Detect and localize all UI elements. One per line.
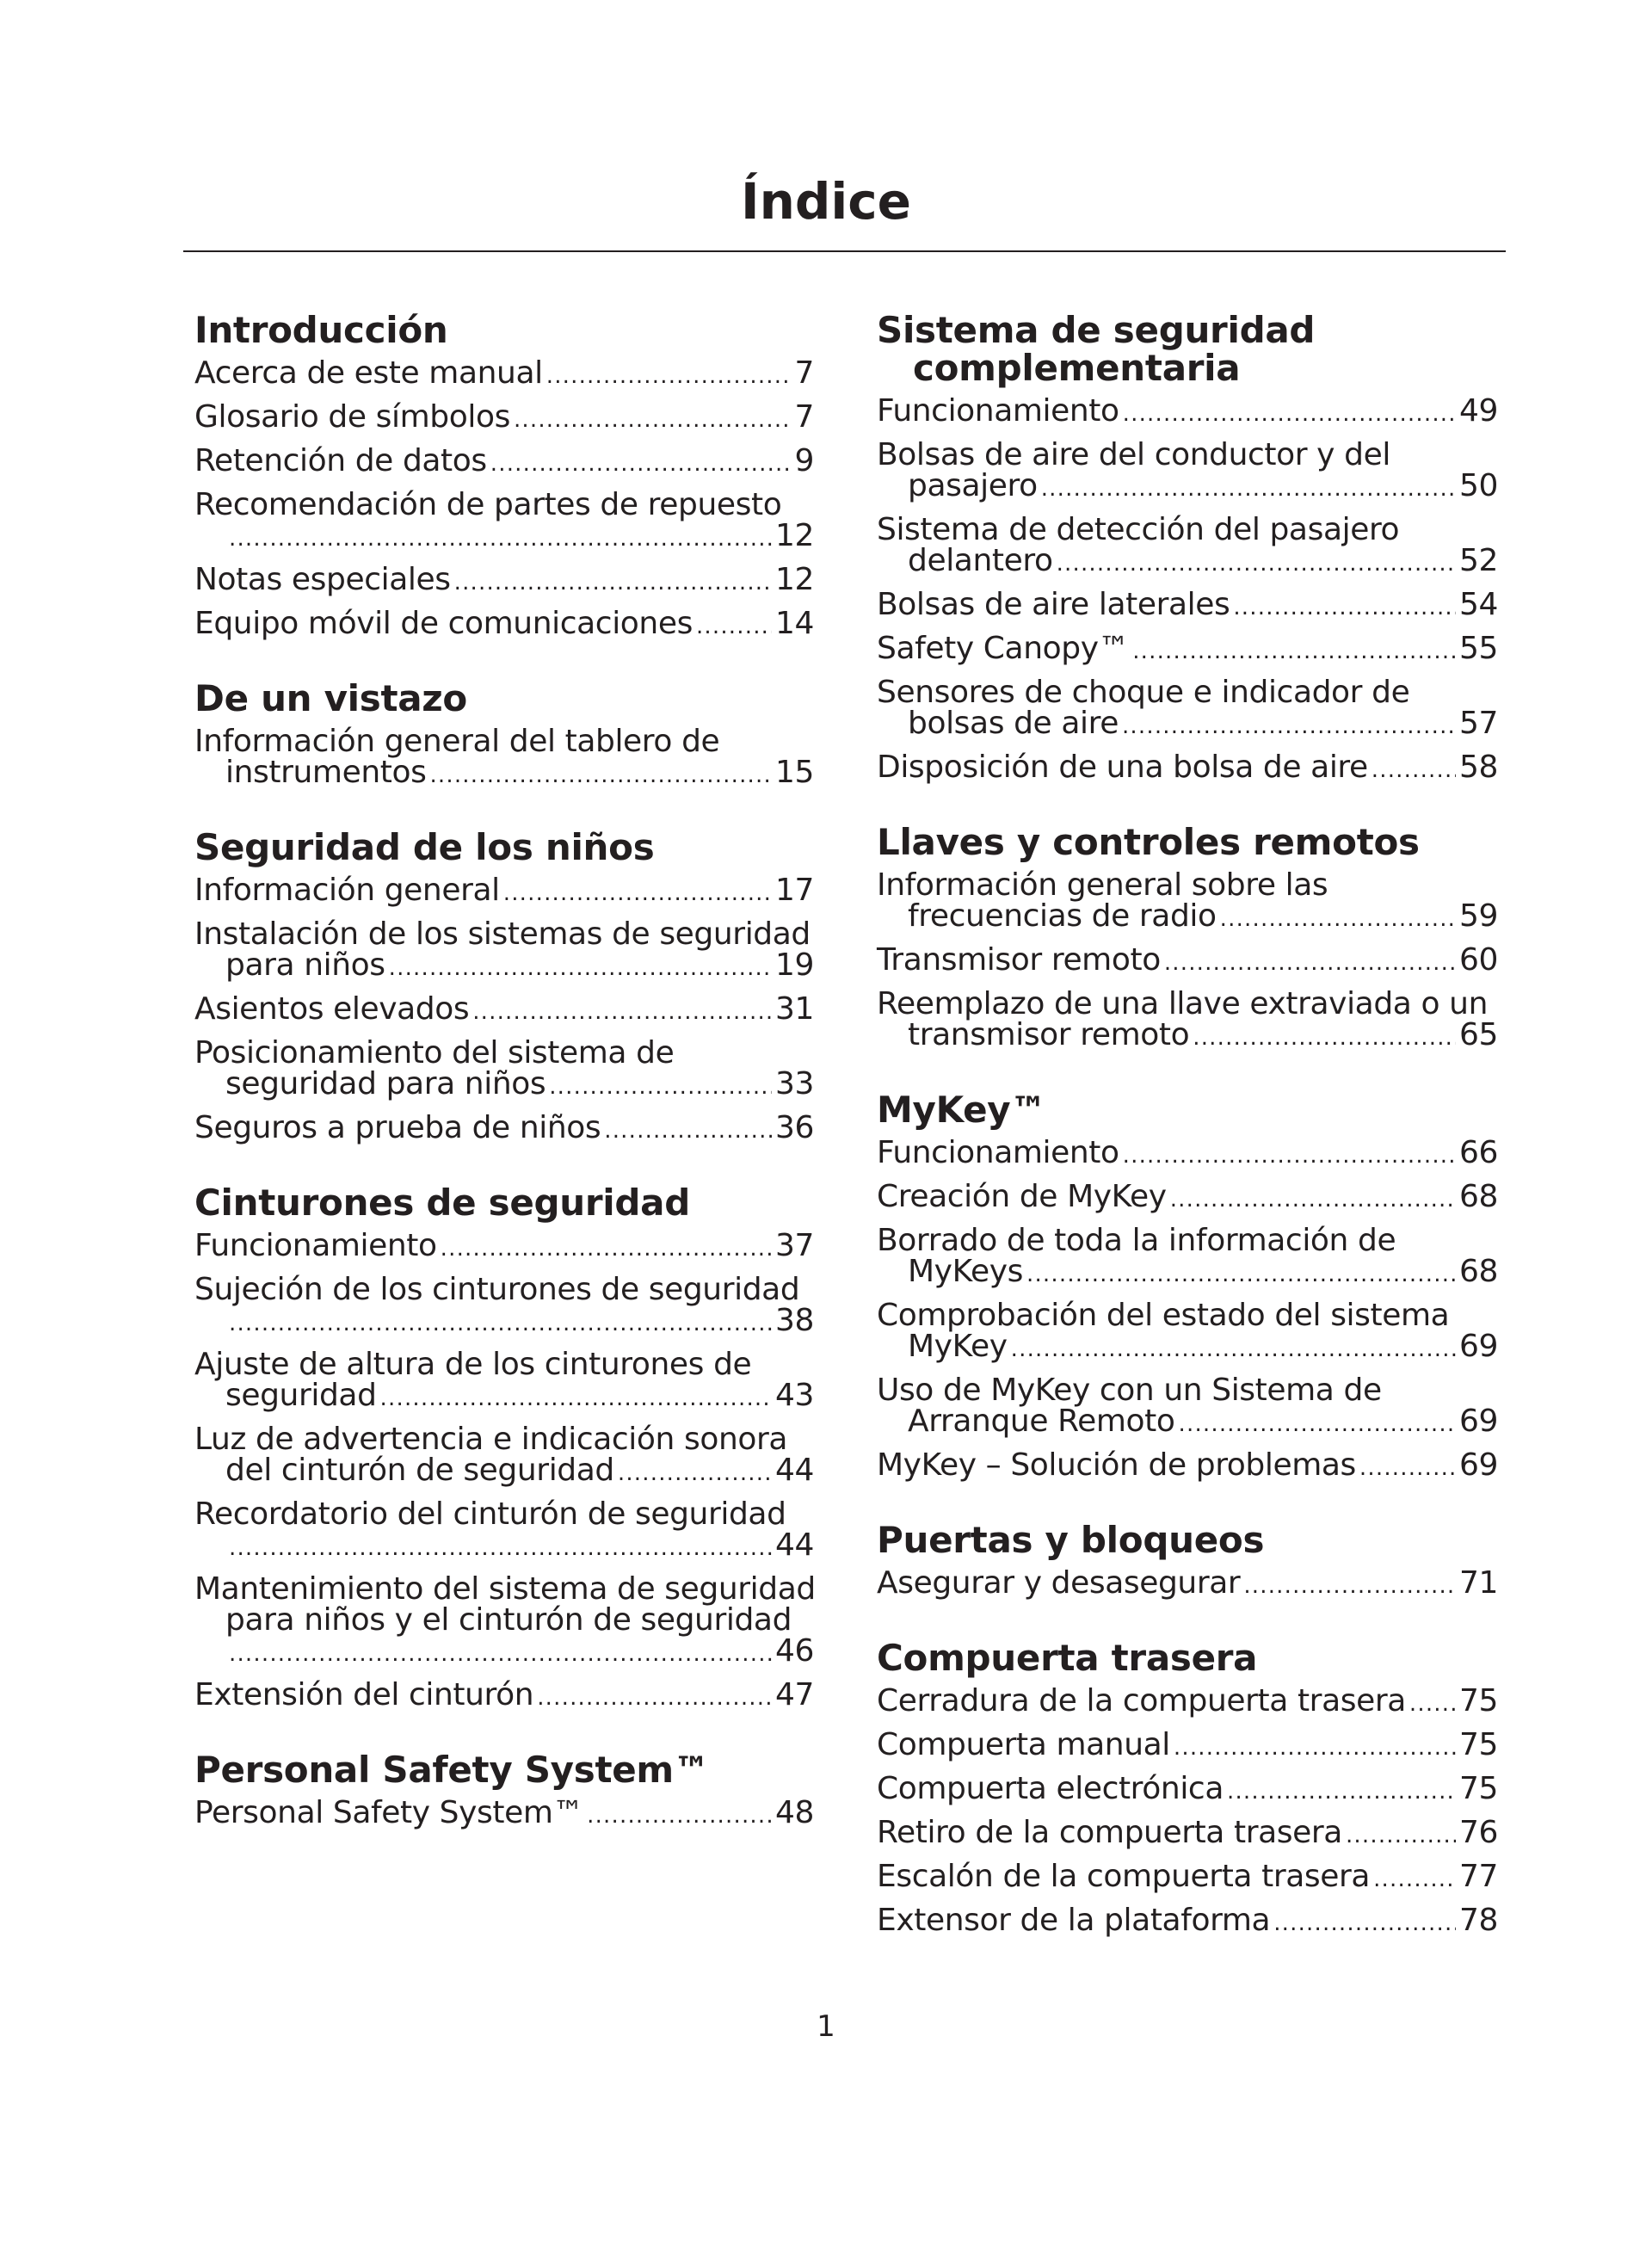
toc-entry-title-cont: para niños <box>225 947 385 983</box>
toc-entry-title: Retención de datos <box>194 443 487 478</box>
toc-entry-title-cont: seguridad para niños <box>225 1066 546 1101</box>
toc-entry[interactable] <box>877 1771 1498 1807</box>
toc-entry-title: Funcionamiento <box>877 1135 1119 1170</box>
toc-entry-title: Uso de MyKey con un Sistema de <box>877 1373 1382 1408</box>
dot-leader <box>604 1115 772 1146</box>
section-heading-text: MyKey™ <box>877 1089 1047 1131</box>
dot-leader <box>1123 398 1456 429</box>
dot-leader <box>1227 1776 1456 1807</box>
section-heading <box>194 826 814 868</box>
toc-entry-page: 57 <box>1458 706 1498 741</box>
toc-entry[interactable] <box>194 1349 814 1414</box>
toc-entry-title: Reemplazo de una llave extraviada o un <box>877 986 1489 1021</box>
dot-leader <box>229 1533 772 1564</box>
toc-entry-page: 77 <box>1458 1859 1498 1894</box>
dot-leader <box>1193 1022 1456 1053</box>
dot-leader <box>229 523 772 554</box>
toc-section-compuerta-trasera <box>877 1639 1498 1939</box>
dot-leader <box>587 1800 772 1831</box>
toc-entry-page: 44 <box>774 1453 814 1488</box>
toc-entry-title: Información general del tablero de <box>194 724 720 759</box>
toc-section-de-un-vistazo <box>194 677 814 791</box>
toc-entry[interactable] <box>877 1300 1498 1365</box>
toc-entry-wrap <box>194 1496 814 1532</box>
toc-entry-title: Notas especiales <box>194 562 451 597</box>
toc-entry[interactable] <box>194 487 814 554</box>
toc-entry-title: Transmisor remoto <box>877 942 1161 978</box>
toc-entry-line <box>194 757 814 791</box>
toc-entry-page: 71 <box>1458 1565 1498 1601</box>
toc-entry-title-line2: para niños y el cinturón de seguridad <box>225 1602 792 1638</box>
toc-entry-title: Asegurar y desasegurar <box>877 1565 1241 1601</box>
toc-entry-line <box>877 1683 1498 1719</box>
toc-entry[interactable] <box>194 1035 814 1102</box>
section-heading <box>877 821 1498 863</box>
toc-entry-page: 52 <box>1458 543 1498 578</box>
toc-entry-page: 12 <box>774 562 814 597</box>
toc-entry-title-cont: transmisor remoto <box>908 1017 1190 1052</box>
toc-entry-page: 15 <box>774 755 814 790</box>
dot-leader <box>229 1308 772 1339</box>
toc-entry-line <box>877 393 1498 429</box>
toc-entry-page: 78 <box>1458 1903 1498 1938</box>
section-heading <box>877 1521 1498 1559</box>
toc-entry-page: 47 <box>774 1677 814 1712</box>
toc-entry-wrap <box>877 1300 1498 1331</box>
section-heading <box>194 309 814 351</box>
toc-entry-title: Extensión del cinturón <box>194 1677 534 1712</box>
toc-entry-wrap <box>194 487 814 522</box>
section-heading-text: Introducción <box>194 309 448 351</box>
toc-entry-title: Recordatorio del cinturón de seguridad <box>194 1496 786 1532</box>
toc-entry-line <box>194 947 814 984</box>
toc-entry-line <box>194 1110 814 1146</box>
toc-entry-wrap <box>877 867 1498 903</box>
dot-leader <box>537 1682 772 1713</box>
toc-entry-title: Glosario de símbolos <box>194 399 510 435</box>
dot-leader <box>389 953 772 984</box>
toc-entry-page: 14 <box>774 606 814 641</box>
toc-entry[interactable] <box>194 608 814 642</box>
toc-entry-line <box>194 608 814 642</box>
dot-leader <box>1243 1570 1456 1601</box>
toc-entry-page: 37 <box>774 1228 814 1263</box>
toc-entry-page: 75 <box>1458 1771 1498 1806</box>
toc-entry-page: 38 <box>774 1303 814 1338</box>
toc-entry-page: 7 <box>794 399 814 435</box>
toc-entry-line <box>877 1565 1498 1601</box>
toc-entry[interactable] <box>877 633 1498 667</box>
toc-entry-line <box>194 1066 814 1102</box>
toc-entry[interactable] <box>877 1905 1498 1939</box>
toc-entry-title: Sensores de choque e indicador de <box>877 675 1410 710</box>
toc-entry-line <box>194 1677 814 1713</box>
toc-entry-line <box>877 1406 1498 1440</box>
toc-entry-title-cont: del cinturón de seguridad <box>225 1453 614 1488</box>
dot-leader <box>454 567 772 598</box>
toc-entry-title-cont: delantero <box>908 543 1053 578</box>
toc-entry-page: 44 <box>774 1527 814 1563</box>
toc-entry-title: Asientos elevados <box>194 991 470 1027</box>
toc-entry-title: Borrado de toda la información de <box>877 1223 1396 1258</box>
toc-entry-line <box>194 1228 814 1264</box>
toc-entry-title: Posicionamiento del sistema de <box>194 1035 675 1071</box>
toc-entry-title: Extensor de la plataforma <box>877 1903 1271 1938</box>
toc-entry-line <box>877 1331 1498 1365</box>
toc-entry-wrap <box>194 1349 814 1380</box>
toc-entry-line <box>194 399 814 435</box>
dot-leader <box>1170 1184 1456 1215</box>
dot-leader <box>1372 755 1456 786</box>
dot-leader <box>1233 592 1456 623</box>
toc-entry-title: Acerca de este manual <box>194 355 543 391</box>
toc-entry-page: 7 <box>794 355 814 391</box>
toc-entry-line <box>194 991 814 1027</box>
toc-entry-line <box>194 1795 814 1831</box>
toc-entry-line <box>194 443 814 479</box>
title-divider <box>183 250 1506 252</box>
dot-leader <box>1011 1334 1456 1365</box>
toc-entry-title: Equipo móvil de comunicaciones <box>194 606 693 641</box>
toc-entry-title: Recomendación de partes de repuesto <box>194 487 782 522</box>
toc-entry[interactable] <box>194 399 814 435</box>
toc-entry-line <box>877 1905 1498 1939</box>
section-heading <box>877 309 1498 389</box>
toc-entry-page: 58 <box>1458 750 1498 785</box>
toc-entry-title-cont: bolsas de aire <box>908 706 1119 741</box>
toc-entry[interactable] <box>194 1110 814 1146</box>
toc-entry[interactable] <box>877 867 1498 935</box>
toc-entry-title: MyKey – Solución de problemas <box>877 1447 1356 1483</box>
toc-entry-wrap <box>877 677 1498 708</box>
dot-leader <box>1174 1732 1456 1763</box>
toc-entry[interactable] <box>194 875 814 909</box>
dot-leader <box>472 997 772 1027</box>
toc-entry-page: 66 <box>1458 1135 1498 1170</box>
toc-entry-page: 9 <box>794 443 814 478</box>
toc-entry[interactable] <box>877 1447 1498 1484</box>
toc-entry-title: Sujeción de los cinturones de seguridad <box>194 1272 800 1307</box>
toc-entry-wrap <box>877 1225 1498 1256</box>
toc-entry-wrap <box>877 437 1498 472</box>
toc-entry-line <box>877 942 1498 978</box>
toc-entry-page: 68 <box>1458 1254 1498 1289</box>
toc-entry[interactable] <box>877 512 1498 579</box>
toc-entry-wrap <box>194 1035 814 1071</box>
dot-leader <box>1026 1259 1456 1290</box>
dot-leader <box>1409 1688 1456 1719</box>
toc-entry[interactable] <box>877 1225 1498 1290</box>
toc-entry-line <box>194 1380 814 1414</box>
toc-entry-title: Retiro de la compuerta trasera <box>877 1815 1342 1850</box>
toc-entry[interactable] <box>194 1795 814 1831</box>
section-heading <box>194 1751 814 1789</box>
toc-entry[interactable] <box>877 1135 1498 1171</box>
toc-entry-page: 46 <box>774 1633 814 1669</box>
toc-entry[interactable] <box>194 1228 814 1264</box>
toc-entry-wrap <box>877 986 1498 1021</box>
toc-entry-line <box>194 1527 814 1564</box>
toc-entry-page: 36 <box>774 1110 814 1145</box>
dot-leader <box>514 404 792 435</box>
toc-section-llaves-y-controles-remotos <box>877 821 1498 1053</box>
dot-leader <box>490 448 792 479</box>
section-heading-text: Sistema de seguridad <box>877 309 1316 351</box>
toc-entry-wrap <box>877 512 1498 547</box>
toc-right-column <box>877 309 1498 1977</box>
toc-entry-title: Funcionamiento <box>194 1228 437 1263</box>
dot-leader <box>429 760 772 791</box>
dot-leader <box>503 878 772 909</box>
dot-leader <box>229 1638 772 1669</box>
toc-entry-line <box>877 589 1498 623</box>
section-heading-text: Puertas y bloqueos <box>877 1519 1265 1561</box>
section-heading <box>194 677 814 719</box>
toc-entry-line <box>194 1455 814 1489</box>
toc-entry-line <box>877 1771 1498 1807</box>
toc-entry-title: Luz de advertencia e indicación sonora <box>194 1422 788 1457</box>
toc-entry-title: Instalación de los sistemas de seguridad <box>194 916 811 952</box>
toc-entry-page: 43 <box>774 1378 814 1413</box>
toc-entry[interactable] <box>877 986 1498 1053</box>
dot-leader <box>1359 1453 1456 1484</box>
toc-entry-title: Safety Canopy™ <box>877 631 1130 666</box>
toc-entry-page: 33 <box>774 1066 814 1101</box>
toc-entry[interactable] <box>194 1274 814 1339</box>
toc-entry-title-cont: instrumentos <box>225 755 427 790</box>
section-heading-text: Personal Safety System™ <box>194 1749 710 1791</box>
toc-entry-title: Personal Safety System™ <box>194 1795 584 1830</box>
toc-entry[interactable] <box>877 1179 1498 1215</box>
section-heading-text: Llaves y controles remotos <box>877 821 1420 863</box>
toc-entry-wrap <box>194 916 814 952</box>
toc-entry-line <box>877 1861 1498 1895</box>
toc-entry-line <box>877 1727 1498 1763</box>
toc-entry-page: 50 <box>1458 468 1498 503</box>
section-heading-text: De un vistazo <box>194 677 467 719</box>
toc-entry-line <box>877 1256 1498 1290</box>
toc-entry-line <box>877 633 1498 667</box>
toc-entry-line <box>194 562 814 598</box>
toc-entry-line <box>877 1817 1498 1851</box>
toc-entry-title-cont: pasajero <box>908 468 1038 503</box>
page-number: 1 <box>817 2009 835 2044</box>
toc-entry-page: 75 <box>1458 1683 1498 1718</box>
toc-entry[interactable] <box>194 916 814 984</box>
toc-entry-page: 69 <box>1458 1404 1498 1439</box>
toc-entry[interactable] <box>877 942 1498 978</box>
dot-leader <box>696 611 772 642</box>
toc-section-mykey <box>877 1091 1498 1484</box>
toc-entry-line <box>877 1447 1498 1484</box>
toc-entry[interactable] <box>877 1565 1498 1601</box>
toc-entry-line <box>194 875 814 909</box>
toc-entry-line <box>194 1633 814 1669</box>
toc-entry[interactable] <box>194 355 814 392</box>
toc-entry-line <box>877 752 1498 786</box>
toc-entry-title-cont: MyKey <box>908 1329 1008 1364</box>
dot-leader <box>549 1071 772 1102</box>
toc-entry-line <box>194 1305 814 1339</box>
dot-leader <box>1346 1820 1456 1851</box>
toc-entry-line <box>877 543 1498 579</box>
toc-entry-page: 19 <box>774 947 814 983</box>
dot-leader <box>1220 904 1456 935</box>
toc-entry-title: Disposición de una bolsa de aire <box>877 750 1368 785</box>
dot-leader <box>1123 1140 1456 1171</box>
toc-entry-page: 60 <box>1458 942 1498 978</box>
toc-entry-title-cont: MyKeys <box>908 1254 1023 1289</box>
dot-leader <box>546 361 792 392</box>
toc-entry-title: Bolsas de aire laterales <box>877 587 1230 622</box>
toc-entry[interactable] <box>877 1375 1498 1440</box>
toc-entry-page: 55 <box>1458 631 1498 666</box>
dot-leader <box>618 1458 772 1489</box>
toc-entry-title: Compuerta manual <box>877 1727 1170 1762</box>
dot-leader <box>1179 1409 1456 1440</box>
dot-leader <box>1132 636 1456 667</box>
toc-entry[interactable] <box>877 677 1498 742</box>
toc-entry-line <box>877 1179 1498 1215</box>
toc-entry-title-cont: frecuencias de radio <box>908 898 1217 934</box>
toc-entry-line <box>877 1017 1498 1053</box>
toc-entry-title: Escalón de la compuerta trasera <box>877 1859 1371 1894</box>
toc-entry-page: 54 <box>1458 587 1498 622</box>
toc-entry[interactable] <box>194 991 814 1027</box>
toc-entry-page: 65 <box>1458 1017 1498 1052</box>
toc-entry-title: Creación de MyKey <box>877 1179 1167 1214</box>
toc-entry[interactable] <box>194 1496 814 1564</box>
toc-entry[interactable] <box>877 1683 1498 1719</box>
section-heading <box>194 1184 814 1222</box>
toc-entry[interactable] <box>194 562 814 598</box>
dot-leader <box>441 1233 772 1264</box>
toc-section-puertas-y-bloqueos <box>877 1521 1498 1601</box>
toc-entry-page: 17 <box>774 873 814 908</box>
toc-entry-title: Compuerta electrónica <box>877 1771 1224 1806</box>
toc-entry-page: 59 <box>1458 898 1498 934</box>
toc-entry-wrap <box>194 1424 814 1455</box>
toc-entry[interactable] <box>877 1861 1498 1895</box>
dot-leader <box>1122 711 1456 742</box>
section-heading-continuation: complementaria <box>913 347 1241 389</box>
toc-entry-title: Comprobación del estado del sistema <box>877 1298 1450 1333</box>
toc-entry[interactable] <box>877 589 1498 623</box>
toc-entry[interactable] <box>194 443 814 479</box>
toc-entry-page: 49 <box>1458 393 1498 429</box>
toc-entry-page: 68 <box>1458 1179 1498 1214</box>
toc-entry-page: 31 <box>774 991 814 1027</box>
toc-entry-title: Ajuste de altura de los cinturones de <box>194 1347 752 1382</box>
toc-entry-page: 69 <box>1458 1329 1498 1364</box>
toc-entry[interactable] <box>194 1571 816 1669</box>
toc-left-column <box>194 309 816 1869</box>
toc-entry-wrap <box>194 1274 814 1305</box>
toc-section-sistema-de-seguridad <box>877 309 1498 786</box>
toc-entry-title: Cerradura de la compuerta trasera <box>877 1683 1406 1718</box>
toc-entry-page: 69 <box>1458 1447 1498 1483</box>
toc-entry-line <box>877 468 1498 504</box>
toc-entry-title-cont: Arranque Remoto <box>908 1404 1175 1439</box>
toc-entry-title: Funcionamiento <box>877 393 1119 429</box>
toc-entry-line <box>194 355 814 392</box>
toc-entry-title: Información general <box>194 873 500 908</box>
dot-leader <box>380 1383 772 1414</box>
toc-entry-page: 48 <box>774 1795 814 1830</box>
toc-entry-title: Información general sobre las <box>877 867 1328 903</box>
toc-entry[interactable] <box>877 1727 1498 1763</box>
toc-entry[interactable] <box>877 393 1498 429</box>
dot-leader <box>1164 947 1456 978</box>
toc-section-personal-safety-system <box>194 1751 814 1831</box>
dot-leader <box>1273 1908 1456 1939</box>
section-heading-text: Seguridad de los niños <box>194 826 655 868</box>
toc-entry[interactable] <box>877 437 1498 504</box>
toc-entry-title: Mantenimiento del sistema de seguridad <box>194 1571 816 1607</box>
toc-entry-page: 76 <box>1458 1815 1498 1850</box>
toc-entry-wrap <box>194 1571 816 1638</box>
toc-entry-wrap <box>877 1375 1498 1406</box>
toc-entry[interactable] <box>194 1677 814 1713</box>
page-title: Índice <box>741 172 911 231</box>
dot-leader <box>1041 473 1456 504</box>
toc-entry-title: Bolsas de aire del conductor y del <box>877 437 1390 472</box>
toc-section-seguridad-de-los-ninos <box>194 826 814 1146</box>
toc-section-introduccion <box>194 309 814 642</box>
toc-section-cinturones-de-seguridad <box>194 1184 814 1713</box>
toc-entry-title: Seguros a prueba de niños <box>194 1110 601 1145</box>
dot-leader <box>1057 548 1456 579</box>
toc-entry[interactable] <box>877 1817 1498 1851</box>
toc-entry-line <box>877 708 1498 742</box>
toc-entry-wrap <box>194 726 814 757</box>
toc-entry-line <box>194 518 814 554</box>
toc-entry-page: 12 <box>774 518 814 553</box>
toc-entry[interactable] <box>194 726 814 791</box>
toc-entry-title: Sistema de detección del pasajero <box>877 512 1400 547</box>
toc-entry[interactable] <box>194 1424 814 1489</box>
section-heading <box>877 1091 1498 1129</box>
toc-entry-title-cont: seguridad <box>225 1378 377 1413</box>
toc-entry-page: 75 <box>1458 1727 1498 1762</box>
toc-entry[interactable] <box>877 752 1498 786</box>
section-heading-text: Compuerta trasera <box>877 1637 1258 1679</box>
toc-entry-line <box>877 1135 1498 1171</box>
section-heading-text: Cinturones de seguridad <box>194 1182 690 1224</box>
toc-entry-line <box>877 898 1498 935</box>
section-heading <box>877 1639 1498 1677</box>
dot-leader <box>1373 1864 1456 1895</box>
